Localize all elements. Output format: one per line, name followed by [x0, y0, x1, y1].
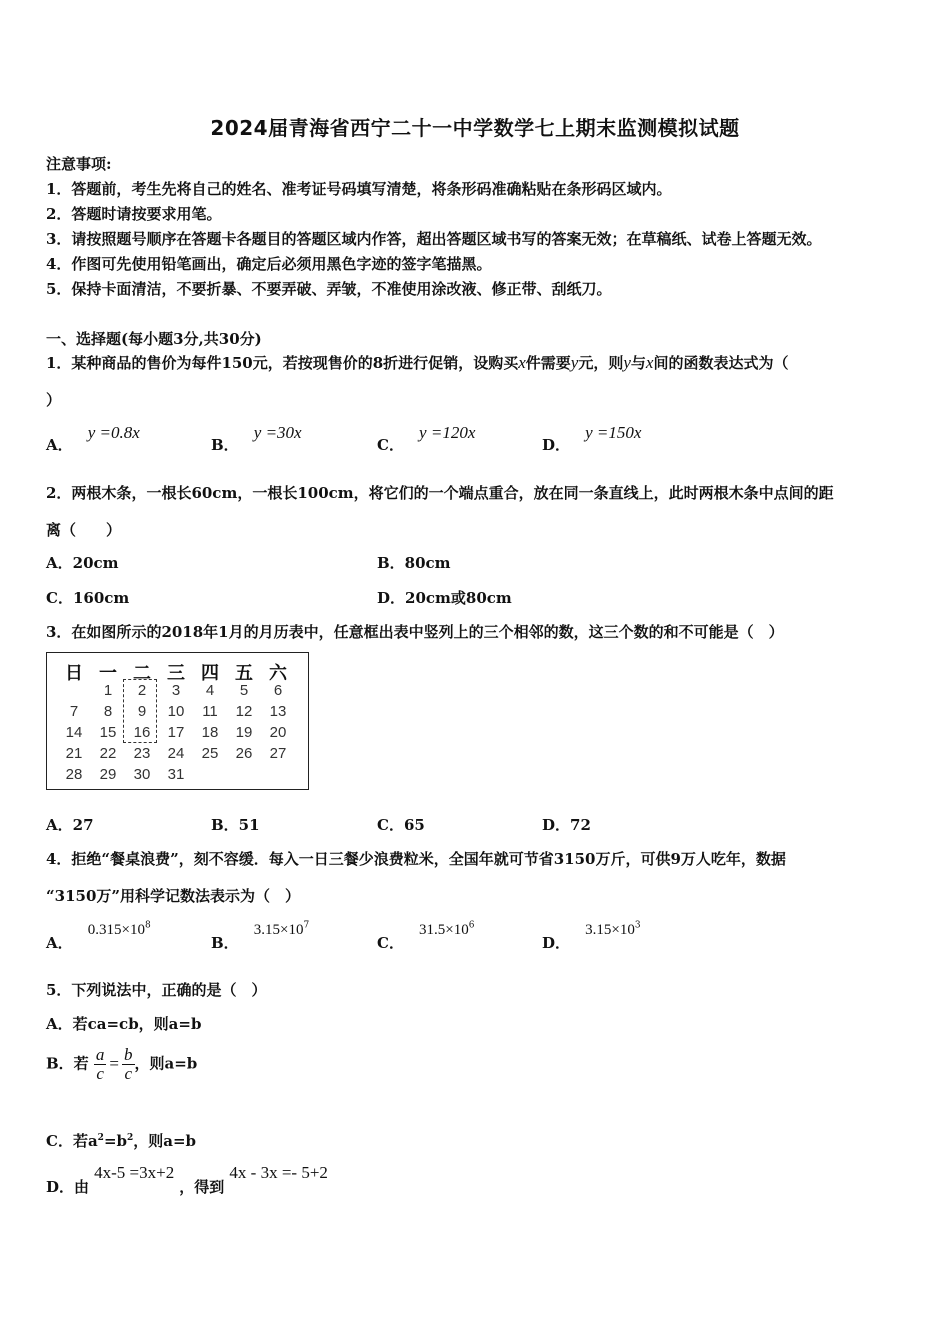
calendar-week: 21 22 23 24 25 26 27 [65, 745, 287, 762]
var-x: x [518, 353, 526, 372]
q5-option-a: A．若ca=cb，则a=b [46, 1015, 202, 1033]
notice-item: 5．保持卡面清洁，不要折暴、不要弄破、弄皱，不准使用涂改液、修正带、刮纸刀。 [46, 280, 612, 298]
calendar-week: 1 2 3 4 5 6 [103, 682, 283, 699]
question-2-stem-cont: 离（ ） [46, 521, 122, 539]
question-3-stem: 3．在如图所示的2018年1月的月历表中，任意框出表中竖列上的三个相邻的数，这三个数的和不可能是（ ） [46, 623, 784, 641]
q5-option-d: D．由 4x-5 =3x+2 ，得到 4x - 3x =- 5+2 [46, 1163, 328, 1196]
q1-option-a: A． y =0.8x [46, 423, 140, 454]
question-4-stem: 4．拒绝“餐桌浪费”，刻不容缓．每入一日三餐少浪费粒米，全国年就可节省3150万斤，可供9万人吃年，数据 [46, 850, 786, 868]
calendar-weekday: 一 [99, 663, 117, 684]
q4-option-d: D． $3.15\times 10^3$ [542, 920, 641, 952]
calendar-figure [46, 652, 309, 790]
calendar-weekday: 日 [65, 663, 83, 684]
calendar-week: 28 29 30 31 [65, 766, 185, 783]
calendar-weekday: 五 [235, 663, 253, 684]
notice-item: 3．请按照题号顺序在答题卡各题目的答题区域内作答，超出答题区域书写的答案无效；在草稿纸、试卷上答题无效。 [46, 230, 822, 248]
question-1-stem: 1．某种商品的售价为每件150元，若按现售价的8折进行促销，设购买x件需要y元，则y与x间的函数表达式为（ [46, 353, 789, 372]
q3-option-c: C．65 [377, 816, 425, 834]
q2-option-d: D．20cm或80cm [377, 589, 512, 607]
var-x: x [645, 353, 654, 372]
calendar-week: 14 15 16 17 18 19 20 [65, 724, 287, 741]
question-2-stem: 2．两根木条，一根长60cm，一根长100cm，将它们的一个端点重合，放在同一条直线上，此时两根木条中点间的距 [46, 484, 834, 502]
calendar-weekday: 六 [269, 663, 287, 684]
notice-item: 1．答题前，考生先将自己的姓名、准考证号码填写清楚，将条形码准确粘贴在条形码区域内。 [46, 180, 672, 198]
q4-option-c: C． $31.5\times 10^6$ [377, 920, 475, 952]
q1-option-d: D． y =150x [542, 423, 642, 454]
page-title: 2024届青海省西宁二十一中学数学七上期末监测模拟试题 [210, 116, 740, 140]
section-heading: 一、选择题(每小题3分,共30分) [46, 330, 262, 348]
notice-item: 4．作图可先使用铅笔画出，确定后必须用黑色字迹的签字笔描黑。 [46, 255, 492, 273]
q3-option-b: B．51 [211, 816, 260, 834]
notice-heading: 注意事项: [46, 155, 112, 173]
question-4-stem-cont: “3150万”用科学记数法表示为（ ） [46, 887, 301, 905]
fraction-a-over-c: $\frac{a}{c}$ [95, 1045, 105, 1083]
q4-option-a: A． $0.315\times 10^8$ [46, 920, 151, 952]
dashed-selection-frame [123, 679, 157, 743]
q3-option-d: D．72 [542, 816, 591, 834]
calendar-weekday: 三 [167, 663, 185, 684]
var-y: y [623, 353, 631, 372]
calendar-week: 7 8 9 10 11 12 13 [69, 703, 287, 720]
q1-option-c: C． y =120x [377, 423, 476, 454]
q2-option-b: B．80cm [377, 554, 451, 572]
notice-item: 2．答题时请按要求用笔。 [46, 205, 222, 223]
var-y: y [570, 353, 579, 372]
fraction-b-over-c: $\frac{b}{c}$ [124, 1045, 133, 1083]
question-5-stem: 5．下列说法中，正确的是（ ） [46, 981, 267, 999]
q1-option-b: B． y =30x [211, 423, 302, 454]
calendar-weekday: 二 [133, 663, 151, 684]
q3-option-a: A．27 [46, 816, 94, 834]
question-1-close: ） [46, 391, 62, 409]
calendar-weekday: 四 [201, 663, 219, 684]
q2-option-c: C．160cm [46, 589, 130, 607]
q5-option-b: B．若 $\frac{a}{c}$ = $\frac{b}{c}$ ，则a=b [46, 1045, 198, 1083]
q2-option-a: A．20cm [46, 554, 119, 572]
q5-option-c: C．若$a^2=b^2$，则a=b [46, 1132, 197, 1150]
q4-option-b: B． $3.15\times 10^7$ [211, 920, 310, 952]
calendar-header [47, 659, 308, 684]
